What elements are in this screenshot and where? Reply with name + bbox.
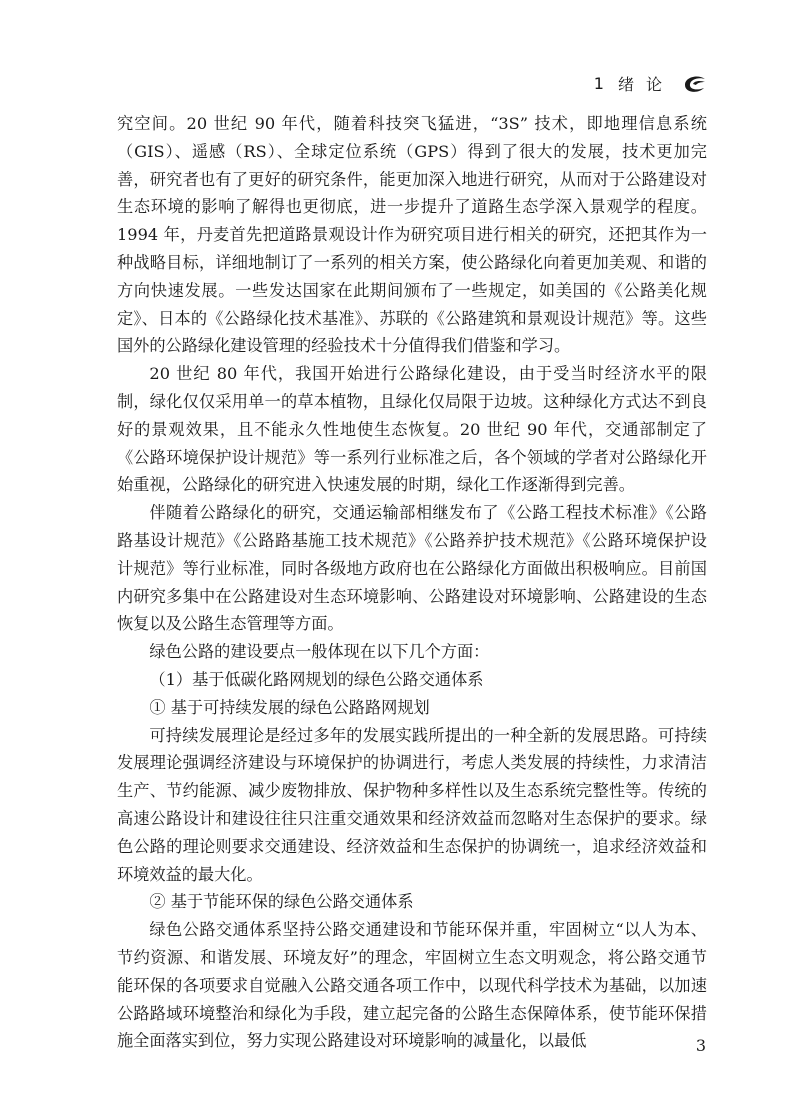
chapter-number: 1 xyxy=(593,74,604,93)
paragraph: 究空间。20 世纪 90 年代，随着科技突飞猛进，“3S” 技术，即地理信息系统（GIS）、遥感（RS）、全球定位系统（GPS）得到了很大的发展，技术更加完善，研究者也有了更好的研究条件，能更加深入地进行研究，从而对于公路建设对生态环境的影响了解得也更彻底，进一步提升了道路生态学深入景观学的程度。1994 年，丹麦首先把道路景观设计作为研究项目进行相关的研究，还把其作为一种战略目标，详细地制订了一系列的相关方案，使公路绿化向着更加美观、和谐的方向快速发展。一些发达国家在此期间颁布了一些规定，如美国的《公路美化规定》、日本的《公路绿化技术基准》、苏联的《公路建筑和景观设计规范》等。这些国外的公路绿化建设管理的经验技术十分值得我们借鉴和学习。 xyxy=(117,114,707,356)
chapter-title: 绪论 xyxy=(617,75,674,94)
paragraph: 伴随着公路绿化的研究，交通运输部相继发布了《公路工程技术标准》《公路路基设计规范》《公路路基施工技术规范》《公路养护技术规范》《公路环境保护设计规范》等行业标准，同时各级地方政府也在公路绿化方面做出积极响应。目前国内研究多集中在公路建设对生态环境影响、公路建设对环境影响、公路建设的生态恢复以及公路生态管理等方面。 xyxy=(117,503,707,634)
running-header xyxy=(594,72,708,95)
paragraph: 20 世纪 80 年代，我国开始进行公路绿化建设，由于受当时经济水平的限制，绿化仅仅采用单一的草本植物，且绿化仅局限于边坡。这种绿化方式达不到良好的景观效果，且不能永久性地使生态恢复。20 世纪 90 年代，交通部制定了《公路环境保护设计规范》等一系列行业标准之后，各个领域的学者对公路绿化开始重视，公路绿化的研究进入快速发展的时期，绿化工作逐渐得到完善。 xyxy=(117,364,707,495)
paragraph: 绿色公路的建设要点一般体现在以下几个方面： xyxy=(149,642,490,662)
subsection-heading: ① 基于可持续发展的绿色公路路网规划 xyxy=(149,697,430,717)
swirl-logo-icon xyxy=(682,73,708,95)
body-text xyxy=(117,110,707,1055)
section-heading: （1）基于低碳化路网规划的绿色公路交通体系 xyxy=(149,669,484,689)
paragraph: 绿色公路交通体系坚持公路交通建设和节能环保并重，牢固树立“以人为本、节约资源、和谐发展、环境友好”的理念，牢固树立生态文明观念，将公路交通节能环保的各项要求自觉融入公路交通各项工作中，以现代科学技术为基础，以加速公路路域环境整治和绿化为手段，建立起完备的公路生态保障体系，使节能环保措施全面落实到位，努力实现公路建设对环境影响的减量化，以最低 xyxy=(117,920,707,1051)
paragraph: 可持续发展理论是经过多年的发展实践所提出的一种全新的发展思路。可持续发展理论强调经济建设与环境保护的协调进行，考虑人类发展的持续性，力求清洁生产、节约能源、减少废物排放、保护物种多样性以及生态系统完整性等。传统的高速公路设计和建设往往只注重交通效果和经济效益而忽略对生态保护的要求。绿色公路的理论则要求交通建设、经济效益和生态保护的协调统一，追求经济效益和环境效益的最大化。 xyxy=(117,725,707,884)
subsection-heading: ② 基于节能环保的绿色公路交通体系 xyxy=(149,892,414,912)
page-number: 3 xyxy=(695,1036,706,1055)
